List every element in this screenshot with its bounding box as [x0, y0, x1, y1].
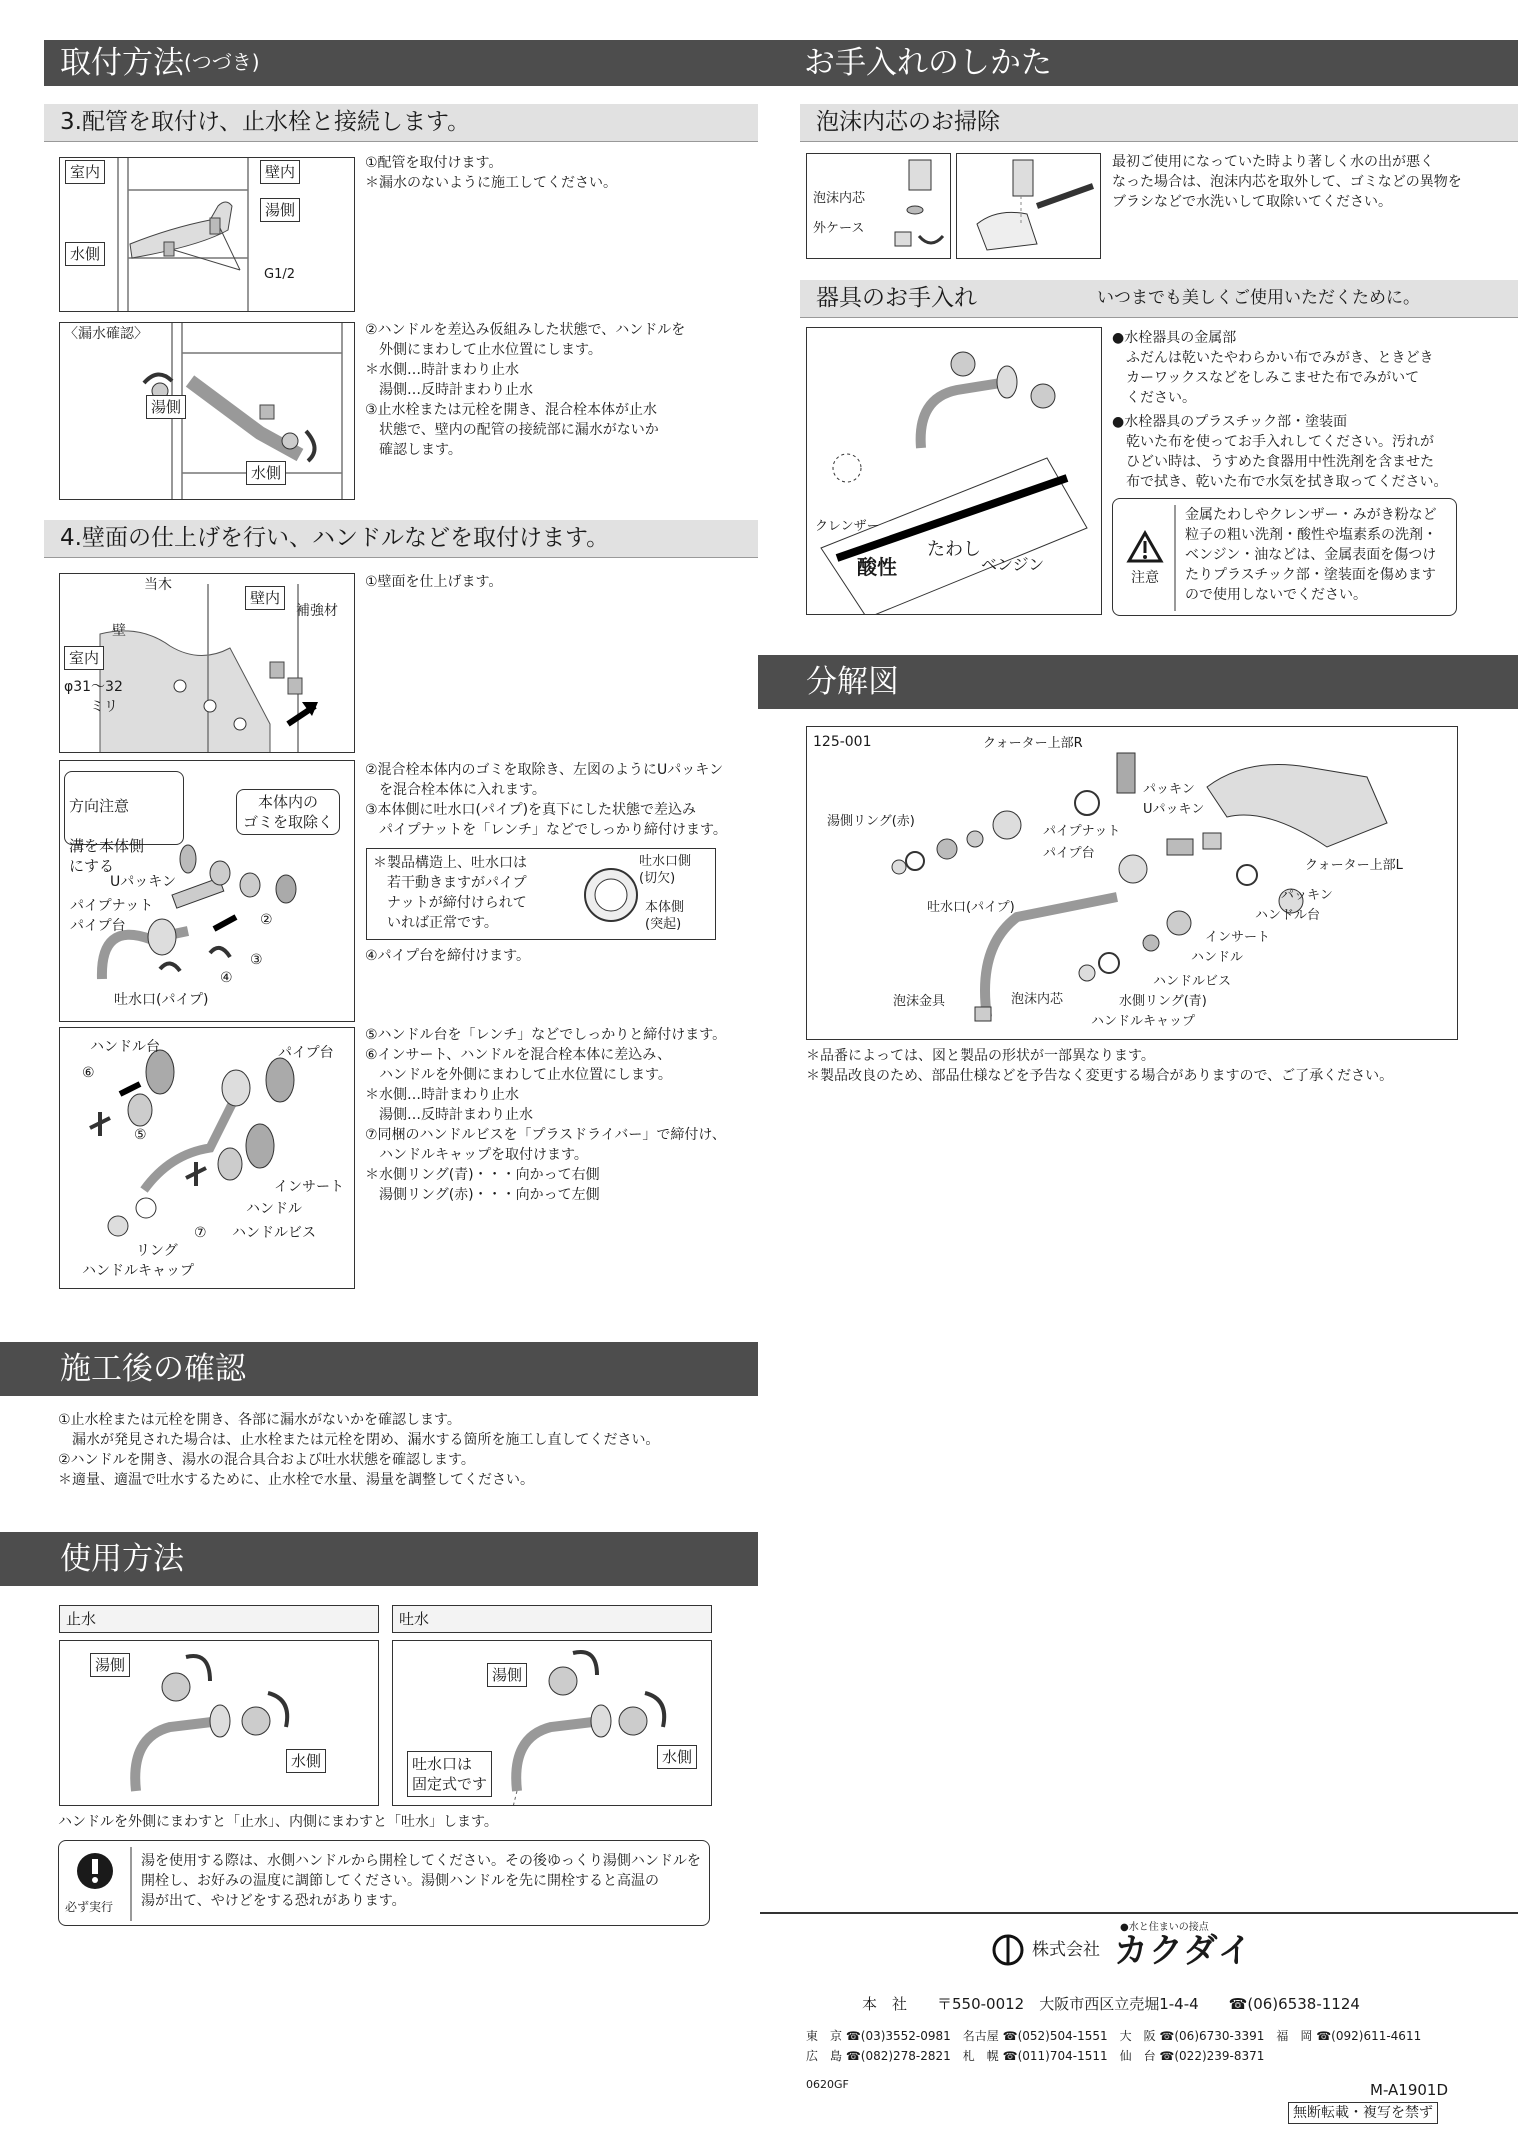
aerator-fig-2	[956, 153, 1101, 259]
step4-text-1: ①壁面を仕上げます。	[365, 574, 503, 590]
leak-check-figure	[59, 322, 355, 500]
u2-water-label: 水側	[657, 1745, 697, 1769]
structure-note-text: ＊製品構造上、吐水口は 若干動きますがパイプ ナットが締付けられて いれば正常です。	[373, 855, 527, 931]
warn-text: 湯を使用する際は、水側ハンドルから開栓してください。その後ゆっくり湯側ハンドルを 開栓し、お好みの温度に調節してください。湯側ハンドルを先に開栓すると高温の 湯が出て、やけどをする恐れがあります。	[141, 1853, 701, 1909]
usage-spout-figure	[392, 1640, 712, 1806]
fig3-tougi-label: 当木	[144, 577, 172, 593]
no-copy-notice: 無断転載・複写を禁ず	[1288, 2102, 1438, 2124]
aerator-fig-1	[806, 153, 951, 259]
fig5-ring-label: リング	[136, 1243, 178, 1259]
fig5-n5-label: ⑤	[134, 1127, 147, 1143]
care-caution-box	[1112, 498, 1457, 616]
handle-install-figure	[59, 1027, 355, 1289]
metal-text: ふだんは乾いたやわらかい布でみがき、ときどき カーワックスなどをしみこませた布でみがいて ください。	[1125, 350, 1434, 406]
fig3-dia-label: φ31～32	[64, 679, 123, 695]
fig4-dir-label: 方向注意	[69, 797, 130, 815]
usage-heading: 使用方法	[0, 1532, 758, 1586]
part-hot-ring: 湯側リング(赤)	[827, 814, 915, 829]
aerator-text: 最初ご使用になっていた時より著しく水の出が悪く なった場合は、泡沫内芯を取外して、ゴミなどの異物を ブラシなどで水洗いして取除いてください。	[1112, 154, 1462, 210]
caution-text: 金属たわしやクレンザー・みがき粉など 粒子の粗い洗剤・酸性や塩素系の洗剤・ ベンジン・油などは、金属表面を傷つけ たりプラスチック部・塗装面を傷めます ので使用しないでください。	[1185, 507, 1437, 603]
step3-heading: 3.配管を取付け、止水栓と接続します。	[44, 104, 758, 142]
exploded-figure	[806, 726, 1458, 1040]
step4-heading: 4.壁面の仕上げを行い、ハンドルなどを取付けます。	[44, 520, 758, 558]
fig4-n2-label: ②	[260, 912, 273, 928]
part-cap: ハンドルキャップ	[1091, 1014, 1196, 1029]
usage-text: ハンドルを外側にまわすと「止水」、内側にまわすと「吐水」します。	[58, 1814, 498, 1830]
fig4-base-label: パイプ台	[70, 918, 126, 934]
fig1-water-label: 水側	[65, 242, 105, 266]
step4-text-2: ②混合栓本体内のゴミを取除き、左図のようにUパッキン を混合栓本体に入れます。 ③本体側に吐水口(パイプ)を真下にした状態で差込み パイプナットを「レンチ」などでしっかり締付けます。	[365, 762, 727, 838]
caution-label: 注意	[1131, 570, 1159, 586]
aer-case-label: 外ケース	[813, 221, 865, 236]
fig2-title: 〈漏水確認〉	[64, 326, 148, 342]
fig1-in-label: 室内	[65, 160, 105, 184]
part-ql: クォーター上部L	[1305, 858, 1403, 873]
part-base: パイプ台	[1043, 846, 1095, 861]
structure-note-box	[366, 848, 716, 940]
fig3-reinforce-label: 補強材	[296, 603, 338, 619]
install-title: 取付方法	[60, 44, 184, 81]
part-screw: ハンドルビス	[1153, 974, 1232, 989]
fig1-wall-label: 壁内	[260, 160, 300, 184]
fig3-mm-label: ミリ	[90, 699, 118, 715]
part-handle: ハンドル	[1191, 950, 1244, 965]
footer-divider	[760, 1912, 1518, 1914]
stop-label-box: 止水	[59, 1605, 379, 1633]
part-handle-base: ハンドル台	[1255, 908, 1321, 923]
fig5-insert-label: インサート	[274, 1179, 344, 1195]
fig4-nut-label: パイプナット	[70, 898, 154, 914]
step3-text-1: ①配管を取付けます。 ＊漏水のないように施工してください。	[365, 155, 617, 191]
fixture-drawing	[807, 328, 1102, 615]
fig5-screw-label: ハンドルビス	[232, 1225, 316, 1241]
fig1-g12-label: G1/2	[264, 267, 295, 282]
fixture-fig	[806, 327, 1102, 615]
aerator-heading: 泡沫内芯のお掃除	[800, 104, 1518, 142]
fig5-n7-label: ⑦	[194, 1225, 207, 1241]
fig3-wall-label: 壁	[112, 623, 126, 639]
part-qr: クォーター上部R	[983, 736, 1083, 751]
fixture-sub: いつまでも美しくご使用いただくために。	[1097, 287, 1420, 308]
install-heading	[44, 40, 758, 86]
u2-fixed-label: 吐水口は 固定式です	[407, 1751, 492, 1797]
u1-water-label: 水側	[286, 1749, 326, 1773]
warn-label: 必ず実行	[65, 1900, 114, 1914]
part-nut: パイプナット	[1043, 824, 1121, 839]
aerator-drawing-2	[957, 154, 1101, 259]
fig2-hot-label: 湯側	[146, 395, 186, 419]
fig3-in-label: 室内	[64, 646, 104, 670]
u2-hot-label: 湯側	[487, 1663, 527, 1687]
spout-label-box: 吐水	[392, 1605, 712, 1633]
install-title-suffix: (つづき)	[184, 50, 260, 75]
fig5-handle-label: ハンドル	[246, 1201, 302, 1217]
fig3-wallin-label: 壁内	[245, 586, 285, 610]
head-office: 本 社 〒550-0012 大阪市西区立売堀1-4-4 ☎(06)6538-1124	[862, 1995, 1360, 2013]
company-prefix: 株式会社	[1032, 1940, 1100, 1960]
fig4-spout-label: 吐水口(パイプ)	[114, 992, 209, 1008]
stamp-brush: たわし	[927, 539, 981, 560]
part-packing2: パッキン	[1281, 888, 1333, 903]
stamp-cleanser: クレンザー	[815, 519, 880, 534]
check-heading: 施工後の確認	[0, 1342, 758, 1396]
fixture-heading	[800, 280, 1518, 318]
fig5-cap-label: ハンドルキャップ	[82, 1263, 194, 1279]
part-insert: インサート	[1205, 930, 1271, 945]
spout-install-figure	[59, 760, 355, 1022]
plastic-text: 乾いた布を使ってお手入れしてください。汚れが ひどい時は、うすめた食器用中性洗剤を含ませた 布で拭き、乾いた布で水気を拭き取ってください。	[1125, 434, 1448, 490]
handle-install-drawing	[60, 1028, 355, 1289]
exploded-model: 125-001	[813, 734, 872, 750]
part-packing1: パッキン	[1143, 782, 1195, 797]
step4-text-4: ⑤ハンドル台を「レンチ」などでしっかりと締付けます。 ⑥インサート、ハンドルを混合栓本体に差込み、 ハンドルを外側にまわして止水位置にします。 ＊水側…時計まわり止水 湯側…反時計まわり止水 ⑦同梱のハンドルビスを「プラスドライバー」で締付け、 ハンドルキャップを取付けます。 ＊水側リング(青)・・・向かって右側 湯側リング(赤)・・・向かって左側	[365, 1027, 727, 1203]
branches-2: 広 島 ☎(082)278-2821 札 幌 ☎(011)704-1511 仙 台 ☎(022)239-8371	[806, 2049, 1265, 2063]
fig4-n4-label: ④	[220, 970, 233, 986]
fig2-water-label: 水側	[246, 461, 286, 485]
aer-core-label: 泡沫内芯	[813, 191, 866, 206]
fig4-debris-label: 本体内の ゴミを取除く	[236, 789, 340, 835]
step4-text-3: ④パイプ台を締付けます。	[365, 948, 531, 964]
branches-1: 東 京 ☎(03)3552-0981 名古屋 ☎(052)504-1551 大 阪 ☎(06)6730-3391 福 岡 ☎(092)611-4611	[806, 2029, 1422, 2043]
fig4-n3-label: ③	[250, 952, 263, 968]
doc-number: M-A1901D	[1370, 2081, 1449, 2099]
fig5-n6-label: ⑥	[82, 1065, 95, 1081]
part-aer-metal: 泡沫金具	[893, 994, 946, 1009]
leak-check-drawing	[60, 323, 355, 500]
part-aer-core: 泡沫内芯	[1011, 992, 1064, 1007]
wall-finish-figure	[59, 573, 355, 753]
metal-head: ●水栓器具の金属部	[1112, 330, 1237, 346]
stamp-acid: 酸性	[857, 555, 897, 579]
check-text: ①止水栓または元栓を開き、各部に漏水がないかを確認します。 漏水が発見された場合は、止水栓または元栓を閉め、漏水する箇所を施工し直してください。 ②ハンドルを開き、湯水の混合具合および吐水状態を確認します。 ＊適量、適温で吐水するために、止水栓で水量、湯量を調整してください。	[58, 1412, 660, 1488]
fig5-handle-base-label: ハンドル台	[90, 1039, 160, 1055]
care-heading: お手入れのしかた	[758, 40, 1518, 86]
plastic-head: ●水栓器具のプラスチック部・塗装面	[1112, 414, 1348, 430]
fig4-groove-label: 溝を本体側 にする	[69, 837, 145, 875]
stamp-benzine: ベンジン	[981, 555, 1045, 574]
wall-finish-drawing	[60, 574, 355, 753]
tagline: ●水と住まいの接点	[1120, 1922, 1209, 1933]
fig5-pipe-base-label: パイプ台	[278, 1045, 334, 1061]
company-name: カクダイ	[1114, 1931, 1253, 1971]
exploded-heading: 分解図	[758, 655, 1518, 709]
fixture-title: 器具のお手入れ	[816, 284, 977, 311]
fig4-upacking-label: Uパッキン	[110, 874, 177, 890]
print-code: 0620GF	[806, 2078, 849, 2091]
pipe-install-figure	[59, 157, 355, 312]
hot-water-warning	[58, 1840, 710, 1926]
fig4-dir-box	[64, 771, 184, 875]
step3-text-2: ②ハンドルを差込み仮組みした状態で、ハンドルを 外側にまわして止水位置にします。 ＊水側…時計まわり止水 湯側…反時計まわり止水 ③止水栓または元栓を開き、混合栓本体が止水 状態で、壁内の配管の接続部に漏水がないか 確認します。	[365, 322, 686, 458]
part-spout: 吐水口(パイプ)	[927, 900, 1015, 915]
part-upacking: Uパッキン	[1143, 802, 1205, 817]
packing-cut-label: 吐水口側 (切欠)	[639, 854, 692, 886]
usage-stop-figure	[59, 1640, 379, 1806]
u1-hot-label: 湯側	[90, 1653, 130, 1677]
part-water-ring: 水側リング(青)	[1119, 994, 1207, 1009]
packing-body-label: 本体側 (突起)	[645, 900, 685, 932]
fig1-hot-label: 湯側	[260, 198, 300, 222]
exploded-notes: ＊品番によっては、図と製品の形状が一部異なります。 ＊製品改良のため、部品仕様などを予告なく変更する場合がありますので、ご了承ください。	[806, 1048, 1394, 1084]
